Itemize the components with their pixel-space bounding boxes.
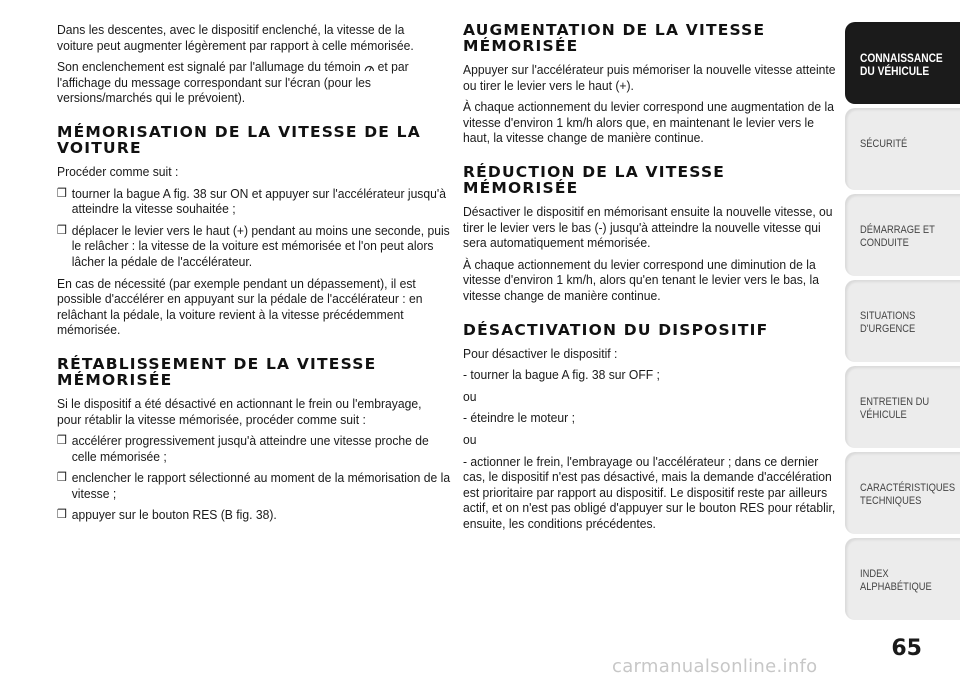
section-heading: AUGMENTATION DE LA VITESSE MÉMORISÉE	[463, 21, 766, 55]
paragraph: Procéder comme suit :	[57, 163, 179, 179]
list-item: ❒ appuyer sur le bouton RES (B fig. 38).	[57, 507, 454, 523]
paragraph: Dans les descentes, avec le dispositif enclenché, la vitesse de la voiture peut augmenter légèrement par rapport à celle mémorisée.	[57, 22, 414, 53]
tab-securite[interactable]: SÉCURITÉ	[845, 108, 960, 190]
paragraph: En cas de nécessité (par exemple pendant un dépassement), il est possible d'accélérer en appuyant sur la pédale de l'accélérateur : en relâchant la pédale, la voiture revient à la vitesse précédemment mémorisée.	[57, 275, 423, 338]
paragraph: ou	[463, 431, 477, 447]
tab-situations-urgence[interactable]: SITUATIONS D'URGENCE	[845, 280, 960, 362]
list-item: ❒ tourner la bague A fig. 38 sur ON et appuyer sur l'accélérateur jusqu'à atteindre la vitesse souhaitée ;	[57, 186, 454, 217]
cruise-control-icon	[364, 63, 374, 72]
section-heading: MÉMORISATION DE LA VITESSE DE LA VOITURE	[57, 122, 421, 157]
section-heading: RÉDUCTION DE LA VITESSE MÉMORISÉE	[463, 162, 726, 197]
paragraph-indicator: Son enclenchement est signalé par l'allumage du témoin et par l'affichage du message correspondant sur l'écran (pour les versions/marchés qui le prévoient).	[57, 59, 409, 106]
paragraph: - actionner le frein, l'embrayage ou l'accélérateur ; dans ce dernier cas, le dispositif n'est pas désactivé, mais la demande d'accélération est prioritaire par rapport au dispositif. Le dispositif reste par ailleurs actif, et on n'est pas obligé d'appuyer sur le bouton RES pour rétablir, ensuite, les conditions précédentes.	[463, 453, 836, 531]
paragraph: À chaque actionnement du levier correspond une diminution de la vitesse d'environ 1 km/h, alors qu'en tenant le levier vers le bas, la vitesse change de manière continue.	[463, 256, 819, 303]
tab-demarrage-conduite[interactable]: DÉMARRAGE ET CONDUITE	[845, 194, 960, 276]
tab-caracteristiques-techniques[interactable]: CARACTÉRISTIQUES TECHNIQUES	[845, 452, 960, 534]
section-heading: DÉSACTIVATION DU DISPOSITIF	[463, 320, 769, 339]
paragraph: ou	[463, 388, 477, 404]
list-item: ❒ accélérer progressivement jusqu'à atteindre une vitesse proche de celle mémorisée ;	[57, 433, 454, 464]
chapter-tabs	[845, 22, 960, 624]
paragraph: - tourner la bague A fig. 38 sur OFF ;	[463, 367, 660, 383]
paragraph: - éteindre le moteur ;	[463, 410, 575, 426]
section-heading: RÉTABLISSEMENT DE LA VITESSE MÉMORISÉE	[57, 354, 377, 389]
paragraph: À chaque actionnement du levier correspond une augmentation de la vitesse d'environ 1 km/h alors que, en maintenant le levier vers le haut, la vitesse change de manière continue.	[463, 99, 834, 146]
paragraph: Pour désactiver le dispositif :	[463, 345, 618, 361]
paragraph: Désactiver le dispositif en mémorisant ensuite la nouvelle vitesse, ou tirer le levier vers le bas (-) jusqu'à atteindre la nouvelle vitesse qui sera automatiquement mémorisée.	[463, 203, 833, 251]
left-column	[57, 22, 451, 529]
middle-column	[463, 22, 843, 537]
watermark: carmanualsonline.info	[612, 656, 818, 677]
tab-entretien-vehicule[interactable]: ENTRETIEN DU VÉHICULE	[845, 366, 960, 448]
paragraph: Appuyer sur l'accélérateur puis mémoriser la nouvelle vitesse atteinte ou tirer le levier vers le haut (+).	[463, 62, 836, 93]
tab-index-alphabetique[interactable]: INDEX ALPHABÉTIQUE	[845, 538, 960, 620]
page-number: 65	[891, 636, 922, 661]
paragraph: Si le dispositif a été désactivé en actionnant le frein ou l'embrayage, pour rétablir la vitesse mémorisée, procéder comme suit :	[57, 395, 422, 427]
list-item: ❒ enclencher le rapport sélectionné au moment de la mémorisation de la vitesse ;	[57, 470, 454, 501]
tab-connaissance-vehicule[interactable]: CONNAISSANCE DU VÉHICULE	[845, 22, 960, 104]
list-item: ❒ déplacer le levier vers le haut (+) pendant au moins une seconde, puis le relâcher : la vitesse de la voiture est mémorisée et l'on peut alors lâcher la pédale de l'accélérateur.	[57, 223, 454, 270]
